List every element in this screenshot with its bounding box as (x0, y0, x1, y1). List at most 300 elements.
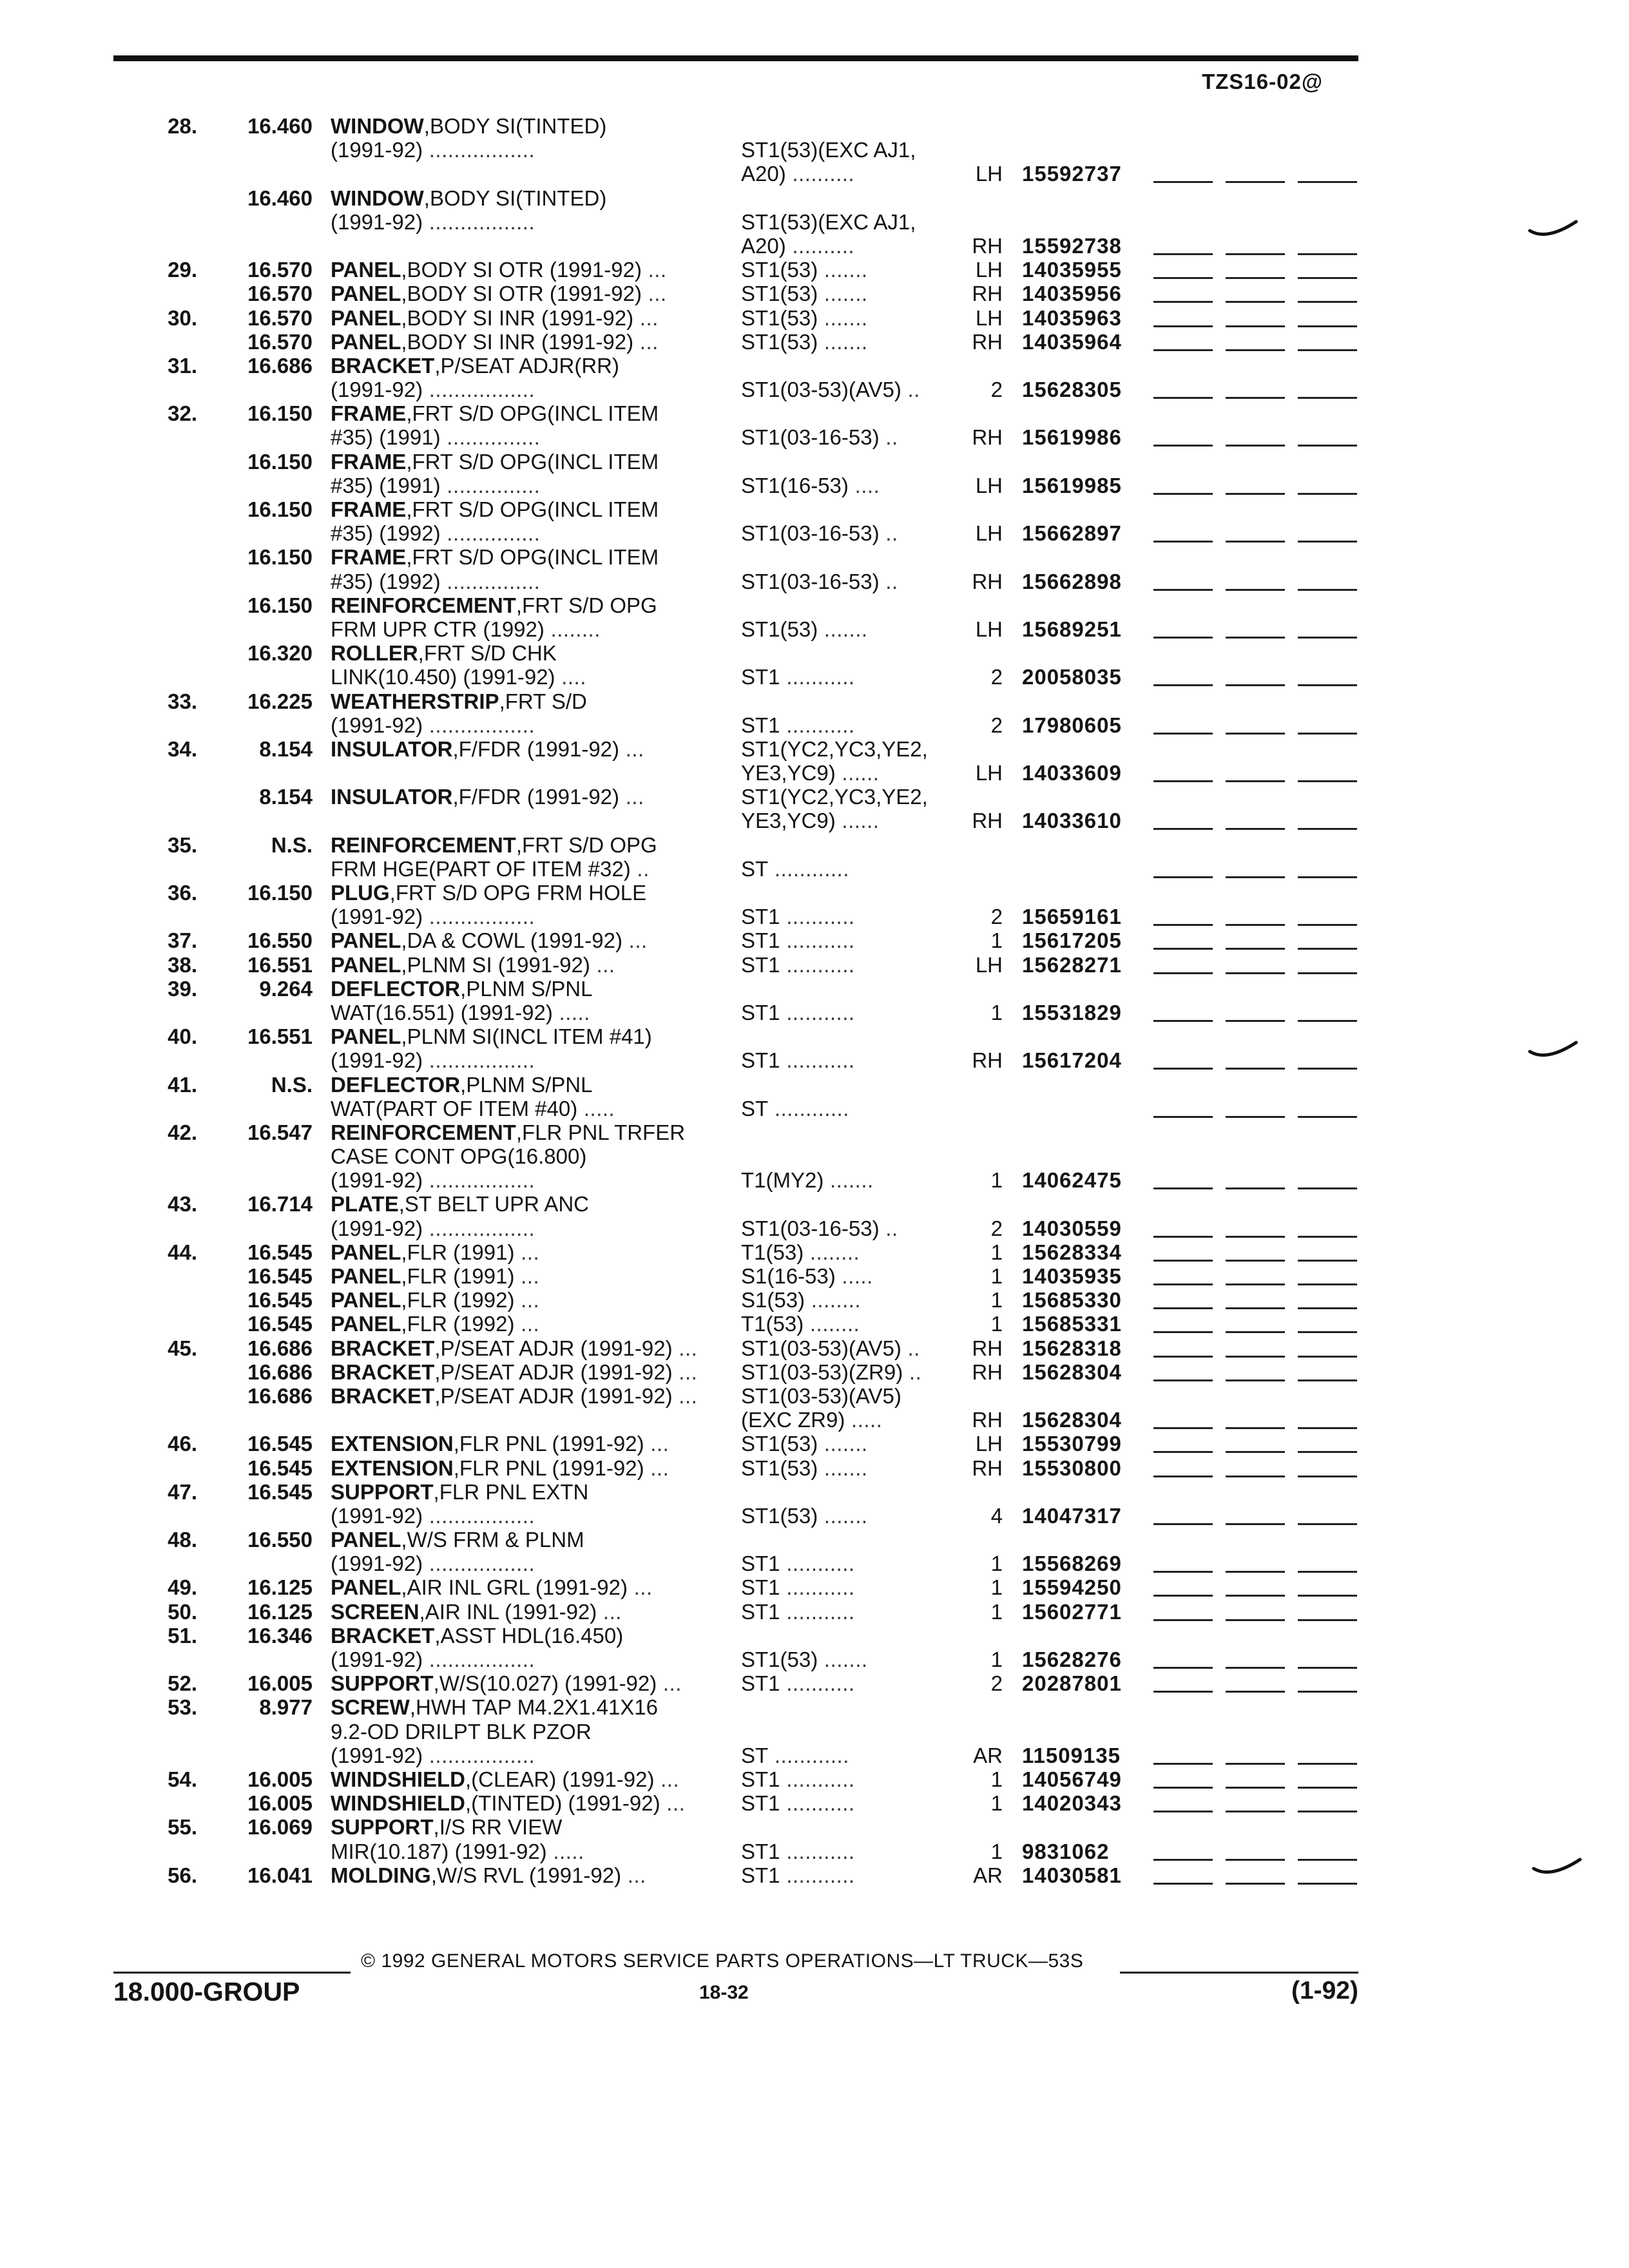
parts-row (0, 905, 1629, 928)
part-number: 14062475 (1022, 1168, 1122, 1193)
dot-leader: ....... (818, 617, 868, 641)
part-name: PLUG (331, 881, 390, 905)
part-name: PLATE (331, 1192, 399, 1216)
dot-leader: ................. (423, 1503, 535, 1528)
order-blanks (1153, 1504, 1358, 1528)
parts-row (0, 162, 1629, 186)
parts-row (0, 1240, 1629, 1264)
blank-line (1298, 1116, 1357, 1118)
blank-line (1153, 1523, 1213, 1525)
dot-leader: ... (514, 1264, 540, 1288)
part-name: WINDOW (331, 114, 424, 138)
usage-text: ST1 (741, 1863, 780, 1887)
part-name: BRACKET (331, 1360, 435, 1384)
part-number: 15619986 (1022, 425, 1122, 450)
usage-text: ST1(53) (741, 617, 818, 641)
part-number: 15617204 (1022, 1048, 1122, 1073)
part-number: 15592738 (1022, 233, 1122, 258)
part-description (331, 1120, 685, 1144)
blank-line (1226, 1691, 1285, 1693)
parts-row (0, 857, 1629, 881)
description-text: ,FRT S/D OPG (516, 832, 657, 857)
quantity: 1 (990, 1240, 1003, 1264)
part-number: 15628318 (1022, 1336, 1122, 1360)
parts-row (0, 1744, 1629, 1767)
dot-leader: ... (621, 1863, 646, 1887)
part-name: INSULATOR (331, 785, 453, 809)
part-description (331, 1024, 652, 1048)
description-text: ,FLR (1992) (401, 1312, 515, 1336)
blank-line (1226, 1020, 1285, 1022)
part-name: REINFORCEMENT (331, 1120, 516, 1144)
order-blanks (1153, 1456, 1358, 1480)
parts-row (0, 1048, 1629, 1072)
usage-code (741, 1001, 855, 1024)
part-name: PANEL (331, 329, 401, 354)
description-text: ,FRT S/D OPG FRM HOLE (389, 881, 647, 905)
dot-leader: ....... (818, 1456, 868, 1480)
part-name: REINFORCEMENT (331, 832, 516, 857)
parts-row (0, 1073, 1629, 1097)
blank-line (1226, 948, 1285, 950)
blank-line (1298, 1859, 1357, 1861)
description-text: ,FLR (1992) (401, 1288, 515, 1312)
order-blanks (1153, 1600, 1358, 1624)
part-description (331, 330, 659, 354)
parts-row (0, 1024, 1629, 1048)
dot-leader: ... (619, 785, 644, 809)
usage-text: ST1 (741, 905, 780, 929)
dot-leader: .. (879, 425, 898, 450)
usage-text: ST (741, 1096, 769, 1120)
part-description (331, 593, 657, 617)
blank-line (1153, 972, 1213, 974)
item-number: 56. (168, 1863, 197, 1887)
group-number: N.S. (271, 1072, 313, 1097)
blank-line (1153, 1475, 1213, 1477)
order-blanks (1153, 1863, 1358, 1887)
blank-line (1226, 1236, 1285, 1238)
blank-line (1226, 349, 1285, 351)
dot-leader: ... (633, 329, 659, 354)
blank-line (1153, 1283, 1213, 1285)
usage-code (741, 521, 898, 545)
usage-code (741, 258, 868, 282)
parts-row (0, 1097, 1629, 1120)
dot-leader: ........... (780, 1599, 855, 1624)
item-number: 37. (168, 928, 197, 953)
blank-line (1226, 1068, 1285, 1070)
description-text: (1991-92) (331, 1048, 423, 1073)
parts-row (0, 1312, 1629, 1336)
dot-leader: ....... (818, 1432, 868, 1456)
description-text: #35) (1992) (331, 521, 441, 546)
description-text: (1991-92) (331, 1648, 423, 1671)
blank-line (1298, 924, 1357, 926)
order-blanks (1153, 928, 1358, 952)
part-description (331, 1720, 592, 1744)
quantity: 1 (990, 1791, 1003, 1816)
dot-leader: ........... (780, 1671, 855, 1696)
footer-rule-right (1120, 1972, 1358, 1974)
group-number: 16.550 (247, 1528, 313, 1552)
part-number: 14020343 (1022, 1791, 1122, 1816)
dot-leader: ....... (818, 1648, 868, 1671)
dot-leader: ... (672, 1383, 698, 1408)
parts-row (0, 210, 1629, 234)
parts-row (0, 521, 1629, 545)
blank-line (1153, 1116, 1213, 1118)
dot-leader: ... (672, 1360, 698, 1384)
description-text: (1991-92) (331, 209, 423, 234)
order-blanks (1153, 282, 1358, 305)
part-description (331, 1648, 535, 1671)
blank-line (1153, 1619, 1213, 1621)
parts-row (0, 617, 1629, 641)
quantity: 1 (990, 928, 1003, 953)
usage-text: ST1 (741, 1552, 780, 1576)
blank-line (1226, 1667, 1285, 1669)
part-number: 15685330 (1022, 1288, 1122, 1312)
part-number: 15628271 (1022, 952, 1122, 977)
parts-row (0, 1192, 1629, 1216)
blank-line (1226, 589, 1285, 591)
usage-code (741, 1600, 855, 1624)
group-number: 16.545 (247, 1264, 313, 1288)
order-blanks (1153, 1097, 1358, 1120)
usage-text: (EXC ZR9) (741, 1408, 845, 1432)
group-number: 16.686 (247, 1383, 313, 1408)
part-number: 15659161 (1022, 905, 1122, 929)
order-blanks (1153, 1048, 1358, 1072)
blank-line (1153, 1763, 1213, 1765)
dot-leader: ............ (768, 1743, 849, 1767)
blank-line (1153, 349, 1213, 351)
group-number: 16.545 (247, 1312, 313, 1336)
usage-text: A20) (741, 162, 786, 186)
usage-code (741, 474, 880, 497)
parts-row (0, 425, 1629, 449)
parts-row (0, 138, 1629, 162)
usage-code (741, 1216, 898, 1240)
description-text: ,I/S RR VIEW (433, 1815, 563, 1840)
dot-leader: ..... (577, 1096, 615, 1120)
blank-line (1226, 1523, 1285, 1525)
dot-leader: ..... (546, 1839, 584, 1863)
part-description (331, 977, 592, 1001)
description-text: (1991-92) (331, 1168, 423, 1193)
group-number: 16.551 (247, 952, 313, 977)
part-description (331, 1815, 562, 1839)
usage-text: ST1 (741, 1839, 780, 1863)
blank-line (1298, 397, 1357, 399)
usage-text: ST1 (741, 1767, 780, 1791)
quantity: LH (975, 761, 1003, 785)
usage-text: ST1(53) (741, 1456, 818, 1480)
part-name: BRACKET (331, 353, 435, 378)
group-number: 8.977 (259, 1695, 313, 1720)
order-blanks (1153, 1648, 1358, 1671)
blank-line (1226, 541, 1285, 543)
usage-code (741, 1168, 874, 1192)
order-blanks (1153, 1744, 1358, 1767)
parts-row (0, 258, 1629, 282)
part-number: 20058035 (1022, 665, 1122, 689)
description-text: ,W/S RVL (1991-92) (430, 1863, 622, 1887)
quantity: 1 (990, 1312, 1003, 1336)
parts-row (0, 785, 1629, 809)
parts-row (0, 833, 1629, 857)
blank-line (1153, 253, 1213, 255)
blank-line (1298, 948, 1357, 950)
usage-code (741, 1456, 868, 1480)
description-text: #35) (1991) (331, 473, 441, 497)
blank-line (1298, 972, 1357, 974)
part-name: DEFLECTOR (331, 976, 461, 1001)
part-description (331, 713, 535, 737)
part-description (331, 306, 659, 330)
group-number: 16.545 (247, 1456, 313, 1480)
blank-line (1226, 181, 1285, 183)
dot-leader: .. (879, 521, 898, 546)
item-number: 34. (168, 736, 197, 761)
part-description (331, 425, 540, 449)
description-text: (1991-92) (331, 1743, 423, 1767)
part-description (331, 1695, 658, 1719)
description-text: ,F/FDR (1991-92) (452, 736, 620, 761)
quantity: RH (972, 1456, 1003, 1480)
dot-leader: ....... (818, 1503, 868, 1528)
usage-text: ST (741, 1743, 769, 1767)
dot-leader: ....... (818, 329, 868, 354)
dot-leader: ... (641, 282, 667, 306)
part-number: 15594250 (1022, 1575, 1122, 1600)
parts-row (0, 114, 1629, 138)
blank-line (1153, 301, 1213, 303)
dot-leader: ... (654, 1767, 680, 1791)
parts-row (0, 1840, 1629, 1863)
dot-leader: ........... (780, 1839, 855, 1863)
dot-leader: ..... (552, 1000, 590, 1024)
usage-code (741, 1648, 868, 1671)
group-number: 16.570 (247, 329, 313, 354)
order-blanks (1153, 953, 1358, 977)
quantity: LH (975, 521, 1003, 546)
part-description (331, 641, 557, 665)
order-blanks (1153, 617, 1358, 641)
usage-text: ST1(YC2,YC3,YE2, (741, 785, 928, 809)
usage-text: S1(16-53) (741, 1264, 836, 1288)
description-text: ,FRT S/D CHK (418, 641, 557, 666)
part-description (331, 689, 587, 713)
parts-row (0, 1120, 1629, 1144)
usage-code (741, 1384, 901, 1408)
description-text: ,BODY SI(TINTED) (423, 186, 607, 210)
group-number: N.S. (271, 832, 313, 857)
part-name: REINFORCEMENT (331, 593, 516, 617)
usage-code (741, 1552, 855, 1575)
part-number: 11509135 (1022, 1743, 1121, 1767)
dot-leader: ....... (818, 258, 868, 282)
parts-row (0, 1671, 1629, 1695)
dot-leader: ................. (423, 1168, 535, 1193)
blank-line (1298, 1763, 1357, 1765)
parts-row (0, 474, 1629, 497)
dot-leader: .... (555, 665, 586, 689)
description-text: ,PLNM S/PNL (460, 1072, 593, 1097)
part-number: 15602771 (1022, 1599, 1122, 1624)
group-number: 16.570 (247, 282, 313, 306)
part-name: EXTENSION (331, 1456, 454, 1480)
usage-code (741, 761, 879, 785)
item-number: 42. (168, 1120, 197, 1144)
order-blanks (1153, 1432, 1358, 1456)
check-mark-icon (1527, 1039, 1579, 1064)
usage-text: A20) (741, 233, 786, 258)
blank-line (1298, 1236, 1357, 1238)
parts-row (0, 761, 1629, 785)
blank-line (1226, 253, 1285, 255)
usage-text: ST1(53) (741, 1503, 818, 1528)
parts-row (0, 570, 1629, 593)
dot-leader: ........... (780, 1000, 855, 1024)
dot-leader: .. (903, 1360, 922, 1384)
quantity: 1 (990, 1839, 1003, 1863)
quantity: 1 (990, 1168, 1003, 1193)
description-text: ,FLR PNL (1991-92) (453, 1456, 644, 1480)
group-number: 16.005 (247, 1791, 313, 1816)
part-number: 15619985 (1022, 473, 1122, 497)
usage-text: ST (741, 856, 769, 881)
blank-line (1298, 1475, 1357, 1477)
blank-line (1226, 1187, 1285, 1189)
parts-row (0, 1336, 1629, 1360)
blank-line (1298, 1187, 1357, 1189)
blank-line (1226, 1356, 1285, 1358)
quantity: RH (972, 282, 1003, 306)
description-text: ,BODY SI INR (1991-92) (401, 305, 634, 330)
usage-text: ST1(53) (741, 258, 818, 282)
part-description (331, 1767, 679, 1791)
part-description (331, 1192, 589, 1216)
group-number: 16.550 (247, 928, 313, 953)
blank-line (1298, 876, 1357, 878)
order-blanks (1153, 1216, 1358, 1240)
order-blanks (1153, 1552, 1358, 1575)
item-number: 29. (168, 258, 197, 282)
dot-leader: .. (901, 1336, 920, 1360)
part-description (331, 1528, 584, 1552)
parts-row (0, 1575, 1629, 1599)
blank-line (1226, 301, 1285, 303)
blank-line (1226, 1475, 1285, 1477)
part-name: MOLDING (331, 1863, 431, 1887)
blank-line (1298, 1379, 1357, 1381)
item-number: 36. (168, 881, 197, 905)
part-description (331, 1791, 685, 1815)
usage-code (741, 1240, 860, 1264)
blank-line (1153, 1356, 1213, 1358)
part-name: BRACKET (331, 1336, 435, 1360)
order-blanks (1153, 1408, 1358, 1432)
parts-row (0, 1600, 1629, 1624)
blank-line (1153, 1068, 1213, 1070)
description-text: ,FLR (1991) (401, 1240, 515, 1264)
dot-leader: ................. (423, 138, 535, 162)
blank-line (1226, 1619, 1285, 1621)
usage-text: ST1 (741, 1671, 780, 1696)
part-number: 17980605 (1022, 713, 1122, 737)
description-text: (1991-92) (331, 905, 423, 929)
part-name: PANEL (331, 1312, 401, 1336)
item-number: 54. (168, 1767, 197, 1791)
part-name: SCREW (331, 1695, 410, 1720)
part-description (331, 737, 644, 761)
blank-line (1298, 589, 1357, 591)
description-text: ,FRT S/D OPG(INCL ITEM (406, 497, 659, 521)
group-number: 16.547 (247, 1120, 313, 1144)
usage-code (741, 737, 928, 761)
dot-leader: ........... (780, 1048, 855, 1073)
dot-leader: .. (879, 1216, 898, 1240)
part-name: PANEL (331, 1575, 401, 1600)
part-number: 15628276 (1022, 1648, 1122, 1671)
description-text: ,P/SEAT ADJR (1991-92) (434, 1360, 673, 1384)
check-mark-icon (1527, 218, 1579, 244)
blank-line (1226, 684, 1285, 686)
dot-leader: ... (633, 305, 659, 330)
part-name: SUPPORT (331, 1671, 434, 1696)
part-name: FRAME (331, 449, 407, 474)
quantity: LH (975, 162, 1003, 186)
footer-rule-left (113, 1972, 351, 1974)
blank-line (1298, 828, 1357, 830)
description-text: FRM HGE(PART OF ITEM #32) (331, 856, 631, 881)
part-description (331, 474, 540, 497)
description-text: (1991-92) (331, 1216, 423, 1240)
order-blanks (1153, 761, 1358, 785)
parts-row (0, 1144, 1629, 1168)
part-description (331, 785, 644, 809)
parts-row (0, 641, 1629, 665)
parts-row (0, 1408, 1629, 1432)
dot-leader: .......... (786, 233, 855, 258)
part-number: 15628304 (1022, 1360, 1122, 1384)
usage-code (741, 138, 916, 162)
part-name: PANEL (331, 1240, 401, 1264)
group-number: 16.150 (247, 881, 313, 905)
part-description (331, 857, 650, 881)
blank-line (1226, 733, 1285, 735)
item-number: 31. (168, 353, 197, 378)
part-number: 15628304 (1022, 1408, 1122, 1432)
usage-code (741, 210, 916, 234)
check-mark-icon (1531, 1856, 1583, 1881)
blank-line (1153, 876, 1213, 878)
page-number: 18-32 (699, 1982, 749, 2003)
part-number: 14033609 (1022, 761, 1122, 785)
dot-leader: ........... (780, 1552, 855, 1576)
order-blanks (1153, 425, 1358, 449)
dot-leader: .. (901, 378, 920, 402)
blank-line (1153, 924, 1213, 926)
group-number: 9.264 (259, 976, 313, 1001)
blank-line (1153, 1236, 1213, 1238)
blank-line (1298, 1571, 1357, 1573)
blank-line (1298, 1283, 1357, 1285)
order-blanks (1153, 330, 1358, 354)
parts-list (0, 114, 1629, 1887)
